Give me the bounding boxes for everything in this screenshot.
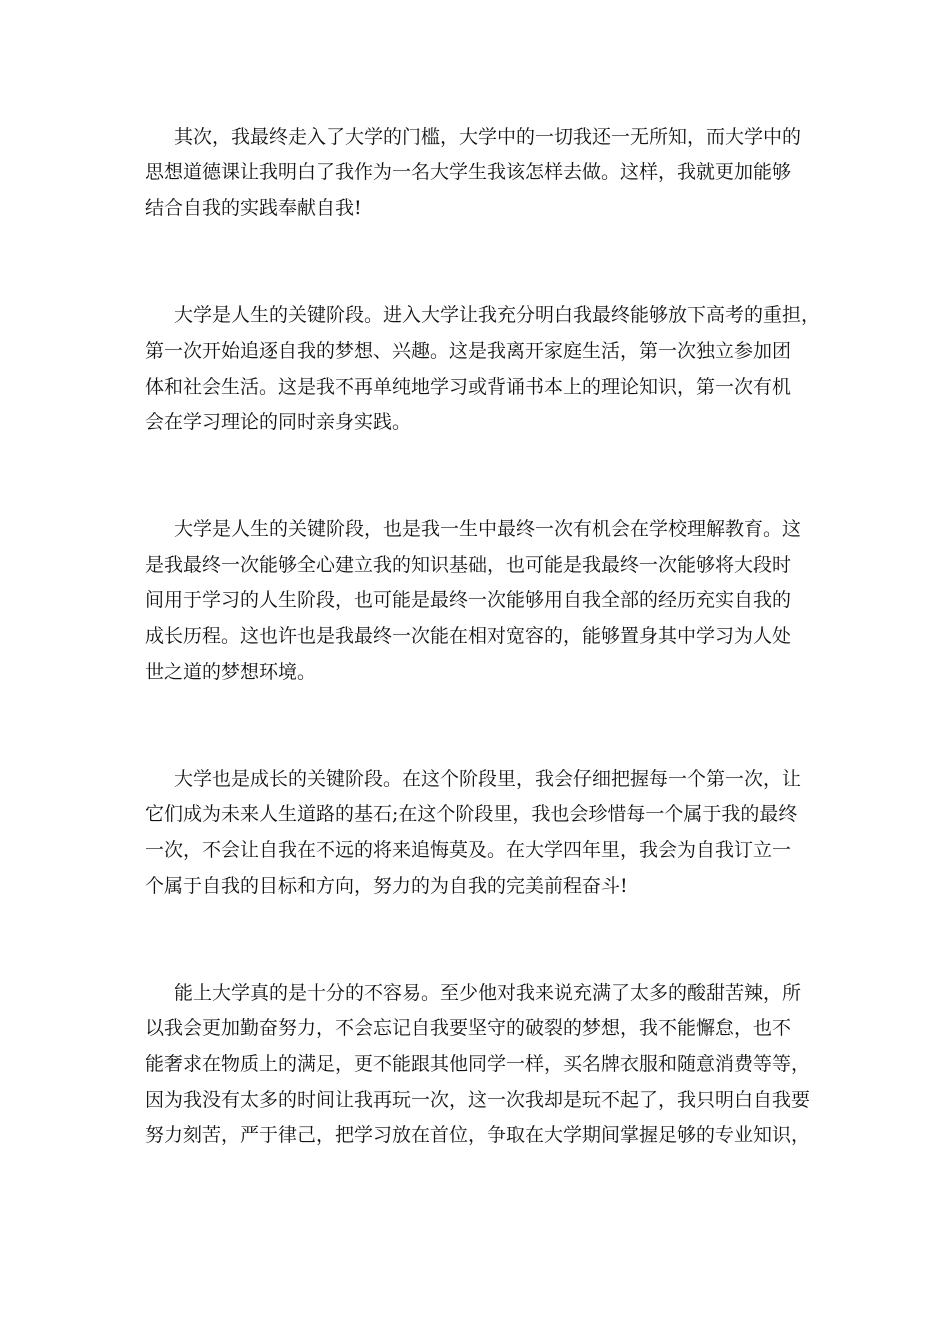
text-line: 个属于自我的目标和方向，努力的为自我的完美前程奋斗! xyxy=(145,875,628,897)
text-line: 会在学习理论的同时亲身实践。 xyxy=(145,411,412,433)
text-line: 思想道德课让我明白了我作为一名大学生我该怎样去做。这样，我就更加能够 xyxy=(145,161,792,183)
text-line: 间用于学习的人生阶段，也可能是最终一次能够用自我全部的经历充实自我的 xyxy=(145,589,792,611)
text-line: 结合自我的实践奉献自我! xyxy=(145,197,362,219)
text-line: 世之道的梦想环境。 xyxy=(145,661,317,683)
text-line: 一次，不会让自我在不远的将来追悔莫及。在大学四年里，我会为自我订立一 xyxy=(145,839,792,861)
text-line: 大学是人生的关键阶段。进入大学让我充分明白我最终能够放下高考的重担， xyxy=(174,304,821,326)
text-line: 成长历程。这也许也是我最终一次能在相对宽容的，能够置身其中学习为人处 xyxy=(145,625,792,647)
text-line: 大学是人生的关键阶段，也是我一生中最终一次有机会在学校理解教育。这 xyxy=(174,518,802,540)
text-line: 因为我没有太多的时间让我再玩一次，这一次我却是玩不起了，我只明白自我要 xyxy=(145,1089,811,1111)
text-line: 大学也是成长的关键阶段。在这个阶段里，我会仔细把握每一个第一次，让 xyxy=(174,768,802,790)
text-line: 体和社会生活。这是我不再单纯地学习或背诵书本上的理论知识，第一次有机 xyxy=(145,376,792,398)
text-line: 努力刻苦，严于律己，把学习放在首位，争取在大学期间掌握足够的专业知识， xyxy=(145,1124,811,1146)
text-line: 是我最终一次能够全心建立我的知识基础，也可能是我最终一次能够将大段时 xyxy=(145,554,792,576)
text-line: 其次，我最终走入了大学的门槛，大学中的一切我还一无所知，而大学中的 xyxy=(174,126,802,148)
text-line: 能奢求在物质上的满足，更不能跟其他同学一样，买名牌衣服和随意消费等等， xyxy=(145,1053,811,1075)
text-line: 它们成为未来人生道路的基石;在这个阶段里，我也会珍惜每一个属于我的最终 xyxy=(145,803,798,825)
text-line: 以我会更加勤奋努力，不会忘记自我要坚守的破裂的梦想，我不能懈怠，也不 xyxy=(145,1017,792,1039)
text-line: 能上大学真的是十分的不容易。至少他对我来说充满了太多的酸甜苦辣，所 xyxy=(174,982,802,1004)
text-line: 第一次开始追逐自我的梦想、兴趣。这是我离开家庭生活，第一次独立参加团 xyxy=(145,340,792,362)
